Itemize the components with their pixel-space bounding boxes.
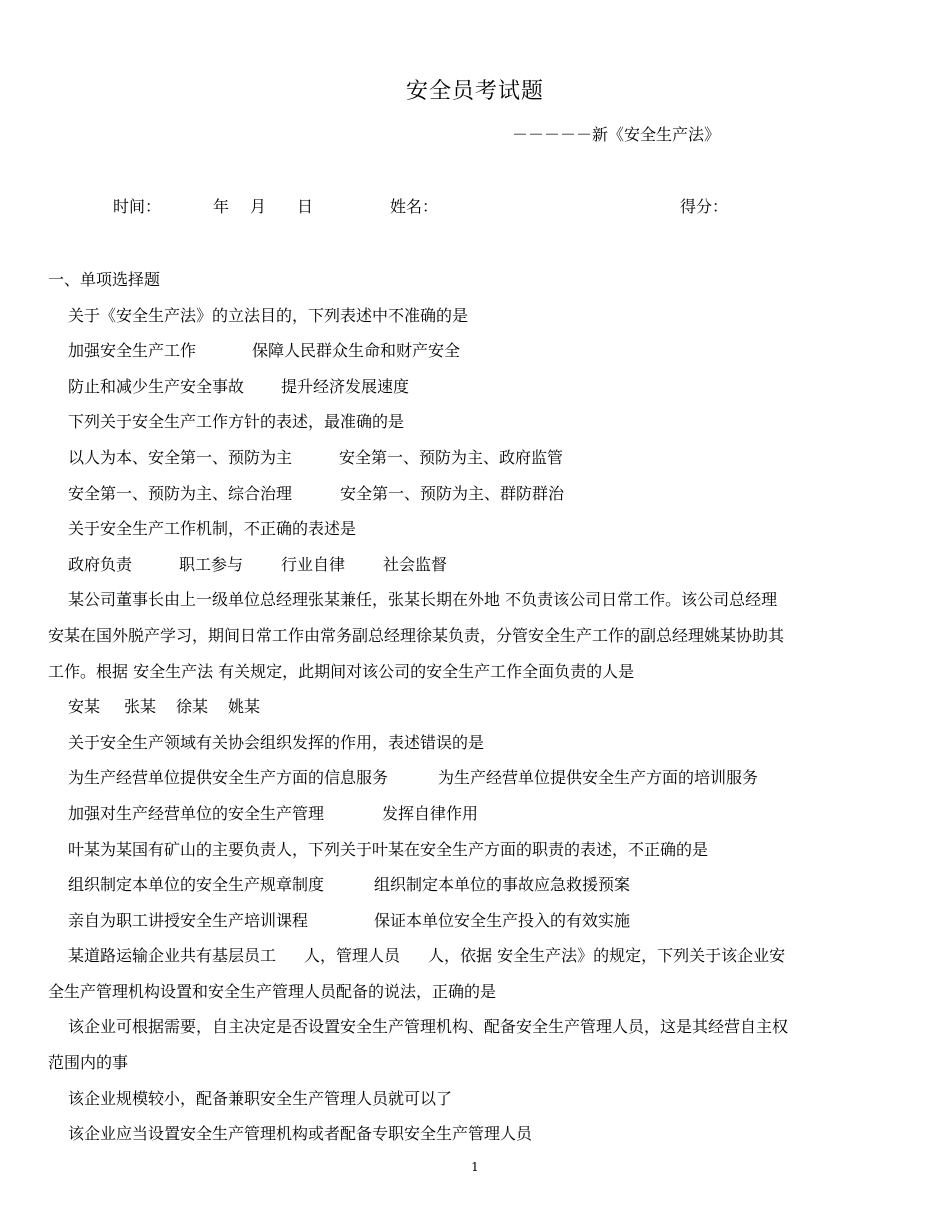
option-b: 组织制定本单位的事故应急救援预案 — [374, 875, 631, 895]
score-label: 得分： — [680, 197, 729, 216]
option-row — [48, 476, 904, 512]
option-row — [48, 796, 904, 832]
option-row — [48, 867, 904, 903]
option-row — [48, 440, 904, 476]
option-row — [48, 333, 904, 369]
option-c: 安全第一、预防为主、综合治理 — [68, 483, 293, 503]
option-d: 社会监督 — [383, 554, 448, 574]
question-stem: 下列关于安全生产工作方针的表述，最准确的是 — [68, 412, 405, 432]
option-a: 政府负责 — [68, 554, 133, 574]
option-b: 安全第一、预防为主、政府监管 — [339, 447, 564, 467]
option-b: 为生产经营单位提供安全生产方面的培训服务 — [438, 768, 759, 788]
name-label: 姓名： — [390, 197, 439, 216]
option-a-continued: 范围内的事 — [48, 1053, 129, 1073]
option-a: 安某 — [68, 697, 101, 717]
day-label: 日 — [297, 197, 314, 216]
question-stem: 叶某为某国有矿山的主要负责人，下列关于叶某在安全生产方面的职责的表述，不正确的是 — [68, 839, 709, 859]
section-heading: 一、单项选择题 — [48, 270, 161, 289]
option-row — [48, 689, 904, 725]
question-stem: 关于安全生产工作机制，不正确的表述是 — [68, 519, 357, 539]
question-stem: 某道路运输企业共有基层员工 人，管理人员 人，依据 安全生产法》的规定，下列关于该企业安 — [68, 946, 786, 966]
question-stem-continued: 全生产管理机构设置和安全生产管理人员配备的说法，正确的是 — [48, 981, 497, 1001]
option-c: 该企业应当设置安全生产管理机构或者配备专职安全生产管理人员 — [68, 1124, 533, 1144]
option-d: 姚某 — [228, 697, 261, 717]
option-row — [48, 547, 904, 583]
option-b: 保障人民群众生命和财产安全 — [252, 341, 461, 361]
option-c: 防止和减少生产安全事故 — [68, 376, 245, 396]
page-number: 1 — [471, 1160, 479, 1174]
option-d: 安全第一、预防为主、群防群治 — [340, 483, 565, 503]
option-a: 组织制定本单位的安全生产规章制度 — [68, 875, 325, 895]
option-row — [48, 760, 904, 796]
page-subtitle: －－－－－新《安全生产法》 — [512, 125, 721, 144]
option-d: 提升经济发展速度 — [281, 376, 410, 396]
option-b: 该企业规模较小，配备兼职安全生产管理人员就可以了 — [68, 1088, 453, 1108]
option-d: 保证本单位安全生产投入的有效实施 — [374, 910, 631, 930]
option-d: 发挥自律作用 — [382, 803, 479, 823]
option-row — [48, 369, 904, 405]
time-label: 时间： — [113, 197, 162, 216]
question-body — [48, 262, 904, 1152]
option-row — [48, 903, 904, 939]
question-stem-continued: 安某在国外脱产学习，期间日常工作由常务副总经理徐某负责，分管安全生产工作的副总经理姚某协助其 — [48, 625, 785, 645]
option-b: 职工参与 — [179, 554, 244, 574]
question-stem: 关于《安全生产法》的立法目的，下列表述中不准确的是 — [68, 305, 469, 325]
option-a: 以人为本、安全第一、预防为主 — [68, 447, 293, 467]
year-label: 年 — [213, 197, 230, 216]
option-c: 徐某 — [176, 697, 209, 717]
option-c: 亲自为职工讲授安全生产培训课程 — [68, 910, 309, 930]
option-c: 加强对生产经营单位的安全生产管理 — [68, 803, 325, 823]
option-b: 张某 — [124, 697, 157, 717]
option-a: 该企业可根据需要，自主决定是否设置安全生产管理机构、配备安全生产管理人员，这是其经营自主权 — [68, 1017, 789, 1037]
option-a: 加强安全生产工作 — [68, 341, 197, 361]
option-a: 为生产经营单位提供安全生产方面的信息服务 — [68, 768, 389, 788]
question-stem: 某公司董事长由上一级单位总经理张某兼任，张某长期在外地 不负责该公司日常工作。该公司总经理 — [68, 590, 778, 610]
question-stem-continued: 工作。根据 安全生产法 有关规定，此期间对该公司的安全生产工作全面负责的人是 — [48, 661, 635, 681]
question-stem: 关于安全生产领域有关协会组织发挥的作用，表述错误的是 — [68, 732, 485, 752]
month-label: 月 — [250, 197, 267, 216]
page-title: 安全员考试题 — [405, 79, 544, 104]
option-c: 行业自律 — [281, 554, 346, 574]
